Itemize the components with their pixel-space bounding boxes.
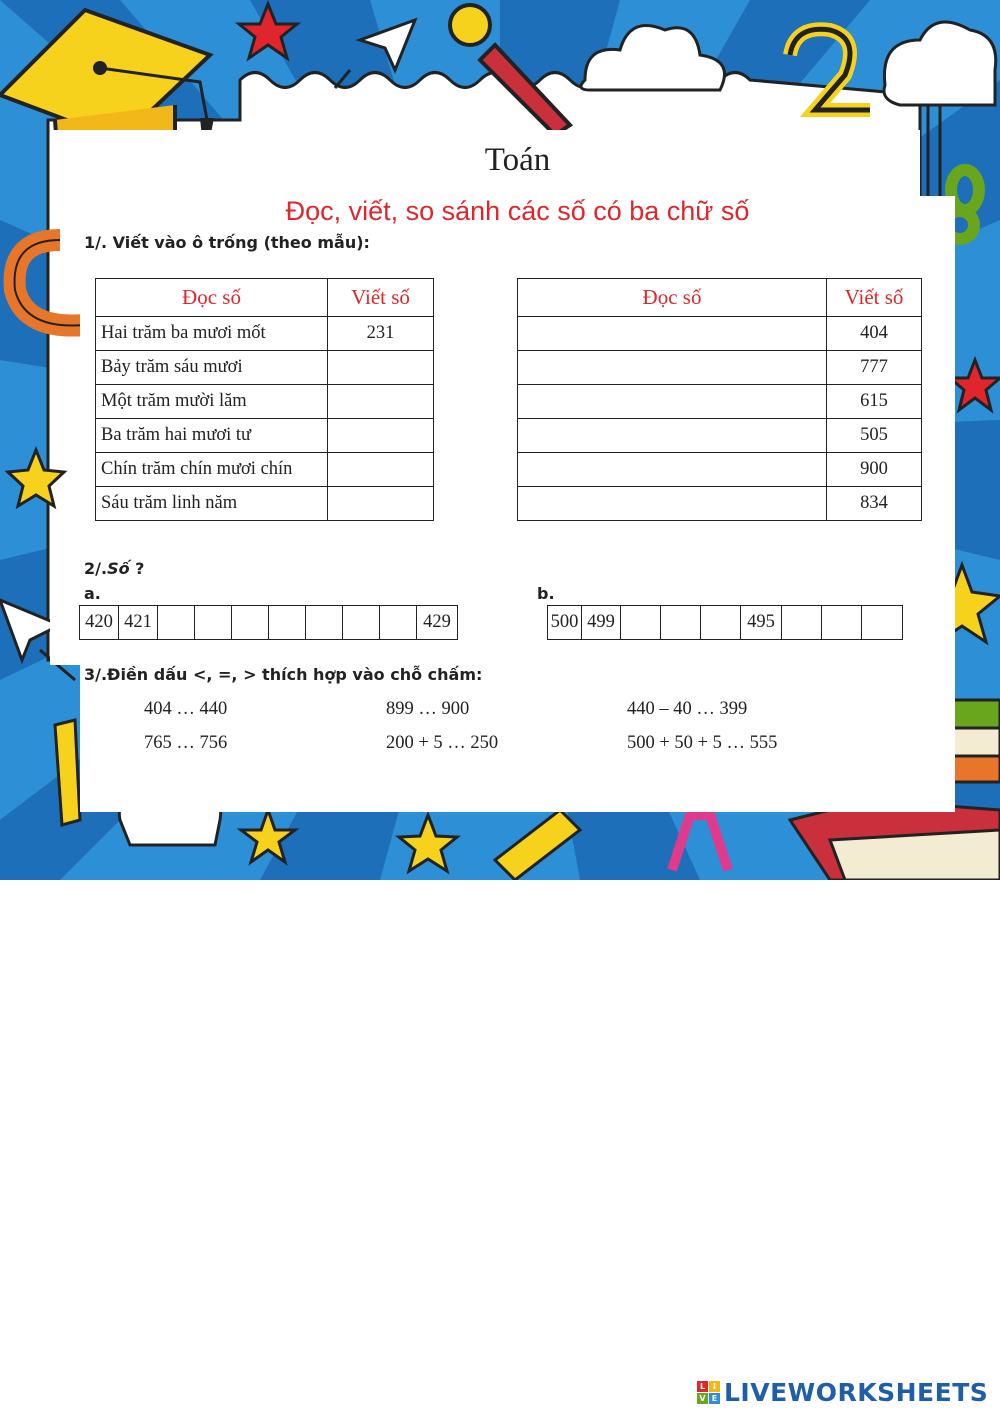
sequence-input[interactable]: [343, 606, 379, 639]
table-row: [96, 487, 434, 521]
sequence-blank: [195, 606, 232, 639]
comparison-item: 899 … 900: [386, 699, 470, 719]
write-cell: 834: [827, 487, 922, 521]
write-cell: 505: [827, 419, 922, 453]
sequence-blank: [232, 606, 269, 639]
table-row: [518, 487, 922, 521]
sequence-input[interactable]: [782, 606, 821, 639]
table-row: [518, 419, 922, 453]
sequence-input[interactable]: [862, 606, 902, 639]
exercise2-question: ?: [129, 559, 145, 578]
sequence-input[interactable]: [701, 606, 740, 639]
col-header-write: Viết số: [328, 279, 434, 317]
read-answer-input[interactable]: [518, 453, 826, 486]
sequence-blank: [269, 606, 306, 639]
exercise3-heading: 3/.Điền dấu <, =, > thích hợp vào chỗ chấm:: [84, 665, 483, 684]
sequence-input[interactable]: [822, 606, 861, 639]
write-answer-input[interactable]: [328, 487, 433, 520]
sequence-blank: [782, 606, 822, 639]
read-answer-input[interactable]: [518, 419, 826, 452]
read-answer-cell: [518, 487, 827, 521]
liveworksheets-logo: [697, 1378, 988, 1407]
write-answer-input[interactable]: [328, 351, 433, 384]
read-answer-cell: [518, 385, 827, 419]
table-row: [96, 453, 434, 487]
write-answer-cell: [328, 385, 434, 419]
read-cell: Hai trăm ba mươi mốt: [96, 317, 328, 351]
table-row: [518, 351, 922, 385]
table-row: [96, 317, 434, 351]
sequence-b: [547, 605, 903, 640]
sequence-cell: 420: [80, 606, 119, 639]
sequence-input[interactable]: [195, 606, 231, 639]
write-cell: 404: [827, 317, 922, 351]
write-cell: 900: [827, 453, 922, 487]
comparison-item: 200 + 5 … 250: [386, 733, 499, 753]
sequence-blank: [158, 606, 195, 639]
sequence-input[interactable]: [158, 606, 194, 639]
exercise1-heading: 1/. Viết vào ô trống (theo mẫu):: [84, 233, 370, 252]
col-header-read: Đọc số: [96, 279, 328, 317]
read-cell: Chín trăm chín mươi chín: [96, 453, 328, 487]
read-cell: Một trăm mười lăm: [96, 385, 328, 419]
table-row: [96, 419, 434, 453]
sequence-input[interactable]: [306, 606, 342, 639]
exercise2-number: 2/.: [84, 559, 108, 578]
read-answer-input[interactable]: [518, 317, 826, 350]
sequence-blank: [862, 606, 902, 639]
logo-blocks-icon: [697, 1381, 720, 1404]
col-header-read: Đọc số: [518, 279, 827, 317]
sequence-input[interactable]: [380, 606, 416, 639]
read-answer-cell: [518, 351, 827, 385]
logo-block: I: [709, 1381, 720, 1392]
exercise2-heading: [84, 559, 144, 578]
read-answer-cell: [518, 419, 827, 453]
logo-block: V: [697, 1393, 708, 1404]
table-row: [518, 453, 922, 487]
write-answer-cell: [328, 453, 434, 487]
sequence-cell: 500: [548, 606, 582, 639]
write-answer-input[interactable]: [328, 385, 433, 418]
part-a-label: a.: [84, 584, 101, 603]
write-answer-cell: [328, 487, 434, 521]
logo-text: LIVEWORKSHEETS: [724, 1378, 989, 1407]
table-row: [96, 351, 434, 385]
write-answer-cell: [328, 419, 434, 453]
part-b-label: b.: [537, 584, 555, 603]
comparison-item: 500 + 50 + 5 … 555: [627, 733, 778, 753]
logo-block: L: [697, 1381, 708, 1392]
read-answer-input[interactable]: [518, 487, 826, 520]
sequence-cell: 499: [582, 606, 621, 639]
sequence-input[interactable]: [621, 606, 660, 639]
sequence-blank: [701, 606, 741, 639]
sequence-cell: 421: [119, 606, 158, 639]
read-cell: Bảy trăm sáu mươi: [96, 351, 328, 385]
table-row: [518, 385, 922, 419]
write-cell: 231: [328, 317, 434, 351]
sequence-cell: 495: [741, 606, 782, 639]
exercise2-word: Số: [107, 559, 130, 578]
write-cell: 777: [827, 351, 922, 385]
sequence-blank: [621, 606, 661, 639]
read-cell: Ba trăm hai mươi tư: [96, 419, 328, 453]
sequence-cell: 429: [423, 612, 451, 632]
sequence-input[interactable]: [232, 606, 268, 639]
comparison-item: 404 … 440: [144, 699, 228, 719]
logo-block: E: [709, 1393, 720, 1404]
page-subtitle: Đọc, viết, so sánh các số có ba chữ số: [285, 196, 750, 226]
page-title: Toán: [484, 142, 551, 178]
table-row: [518, 317, 922, 351]
read-answer-input[interactable]: [518, 385, 826, 418]
write-answer-input[interactable]: [328, 419, 433, 452]
sequence-blank: [822, 606, 862, 639]
read-cell: Sáu trăm linh năm: [96, 487, 328, 521]
table-row: [96, 385, 434, 419]
sequence-blank: [343, 606, 380, 639]
sequence-input[interactable]: [269, 606, 305, 639]
read-answer-cell: [518, 453, 827, 487]
write-answer-cell: [328, 351, 434, 385]
comparison-item: 440 – 40 … 399: [627, 699, 748, 719]
left-number-table: [95, 278, 434, 521]
col-header-write: Viết số: [827, 279, 922, 317]
read-answer-input[interactable]: [518, 351, 826, 384]
write-cell: 615: [827, 385, 922, 419]
sequence-blank: [380, 606, 417, 639]
comparison-item: 765 … 756: [144, 733, 228, 753]
write-answer-input[interactable]: [328, 453, 433, 486]
sequence-blank: [306, 606, 343, 639]
sequence-blank: [661, 606, 701, 639]
sequence-input[interactable]: [661, 606, 700, 639]
sequence-a: [79, 605, 458, 640]
right-number-table: [517, 278, 922, 521]
read-answer-cell: [518, 317, 827, 351]
